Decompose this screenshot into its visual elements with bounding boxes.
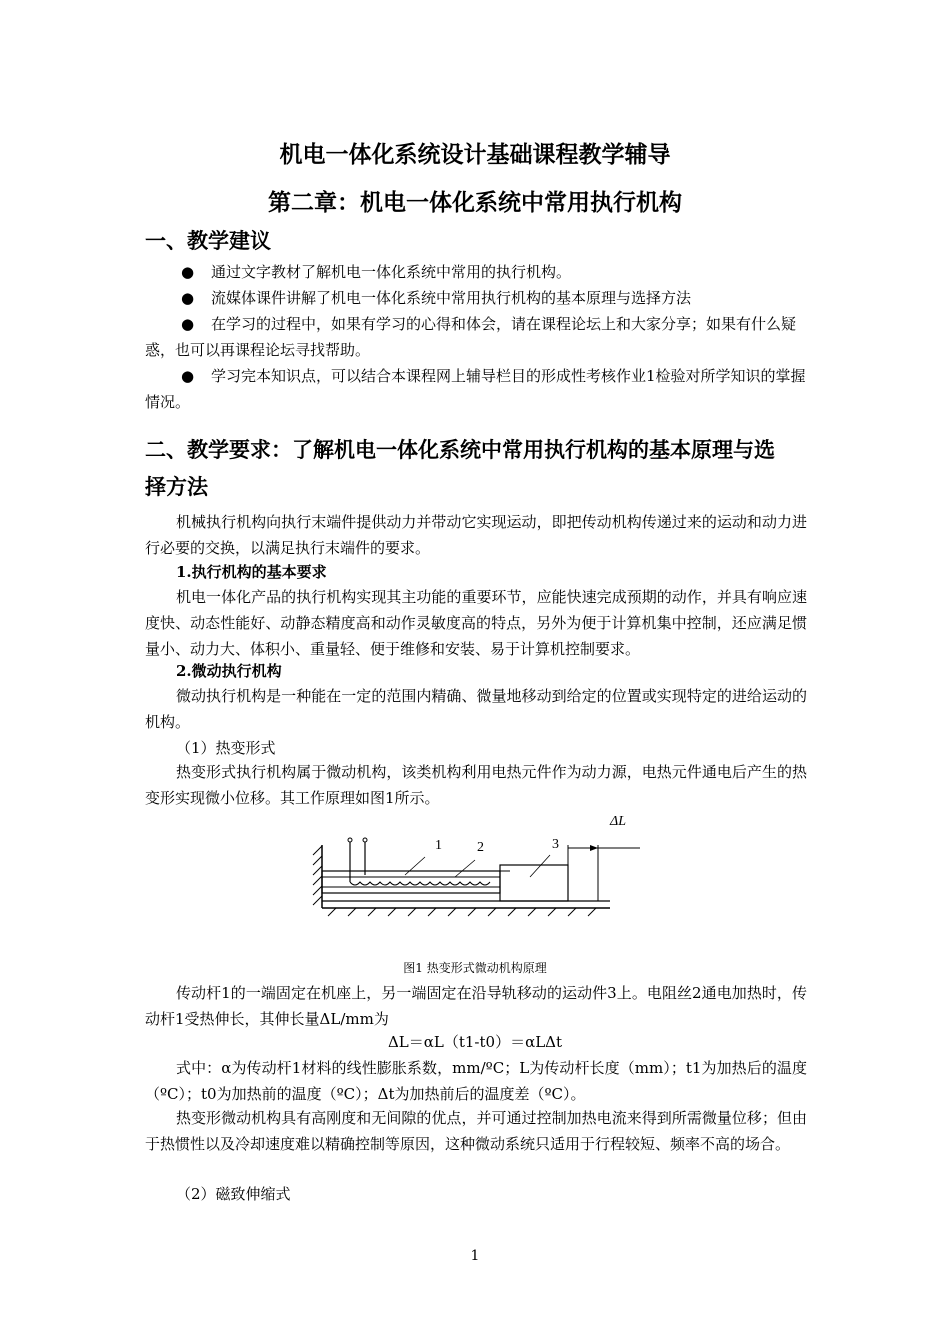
paragraph-thermal: 热变形式执行机构属于微动机构，该类机构利用电热元件作为动力源，电热元件通电后产生的热变形实现微小位移。其工作原理如图1所示。 [145, 763, 807, 807]
paragraph-advantages: 热变形微动机构具有高刚度和无间隙的优点，并可通过控制加热电流来得到所需微量位移；但由于热惯性以及冷却速度难以精确控制等原因，这种微动系统只适用于行程较短、频率不高的场合。 [145, 1109, 807, 1153]
doc-title: 机电一体化系统设计基础课程教学辅导 [279, 141, 671, 168]
subheading-1: 1.执行机构的基本要求 [176, 563, 327, 581]
bullet-icon: ● [181, 367, 195, 385]
item-heading-1: （1）热变形式 [176, 739, 276, 757]
label-2: 2 [477, 840, 484, 855]
subheading-2: 2.微动执行机构 [176, 662, 282, 680]
bullet-item-2: ● 流媒体课件讲解了机电一体化系统中常用执行机构的基本原理与选择方法 [145, 285, 807, 311]
bullet-item-1: ● 通过文字教材了解机电一体化系统中常用的执行机构。 [145, 259, 807, 285]
delta-l-label: ΔL [610, 814, 627, 829]
chapter-title: 第二章：机电一体化系统中常用执行机构 [268, 189, 682, 216]
thermal-mechanism-diagram [310, 805, 640, 925]
formula: ΔL＝αL（t1-t0）＝αLΔt [387, 1033, 563, 1051]
section-2-heading-line-1: 二、教学要求：了解机电一体化系统中常用执行机构的基本原理与选 [145, 437, 775, 462]
bullet-icon: ● [181, 263, 195, 281]
paragraph-intro: 机械执行机构向执行末端件提供动力并带动它实现运动，即把传动机构传递过来的运动和动力进行必要的交换，以满足执行末端件的要求。 [145, 513, 807, 557]
figure-caption: 图1 热变形式微动机构原理 [403, 961, 547, 975]
paragraph-micro-actuator: 微动执行机构是一种能在一定的范围内精确、微量地移动到给定的位置或实现特定的进给运动的机构。 [145, 687, 807, 731]
label-3: 3 [552, 837, 559, 852]
paragraph-where: 式中：α为传动杆1材料的线性膨胀系数，mm/ºC；L为传动杆长度（mm）；t1为加热后的温度（ºC）；t0为加热前的温度（ºC）；Δt为加热前后的温度差（ºC）。 [145, 1059, 807, 1103]
section-1-heading: 一、教学建议 [145, 228, 271, 253]
item-heading-2: （2）磁致伸缩式 [176, 1185, 291, 1203]
page-number: 1 [470, 1248, 480, 1264]
bullet-item-4: ● 学习完本知识点，可以结合本课程网上辅导栏目的形成性考核作业1检验对所学知识的掌握情况。 [145, 363, 807, 415]
paragraph-requirements: 机电一体化产品的执行机构实现其主功能的重要环节，应能快速完成预期的动作，并具有响应速度快、动态性能好、动静态精度高和动作灵敏度高的特点，另外为便于计算机集中控制，还应满足惯量小、动力大、体积小、重量轻、便于维修和安装、易于计算机控制要求。 [145, 588, 807, 658]
bullet-icon: ● [181, 315, 195, 333]
bullet-item-3: ● 在学习的过程中，如果有学习的心得和体会，请在课程论坛上和大家分享；如果有什么疑惑，也可以再课程论坛寻找帮助。 [145, 311, 807, 363]
bullet-icon: ● [181, 289, 195, 307]
label-1: 1 [435, 838, 442, 853]
paragraph-figure-explanation: 传动杆1的一端固定在机座上，另一端固定在沿导轨移动的运动件3上。电阻丝2通电加热时，传动杆1受热伸长，其伸长量ΔL/mm为 [145, 984, 807, 1028]
section-2-heading-line-2: 择方法 [145, 474, 208, 499]
